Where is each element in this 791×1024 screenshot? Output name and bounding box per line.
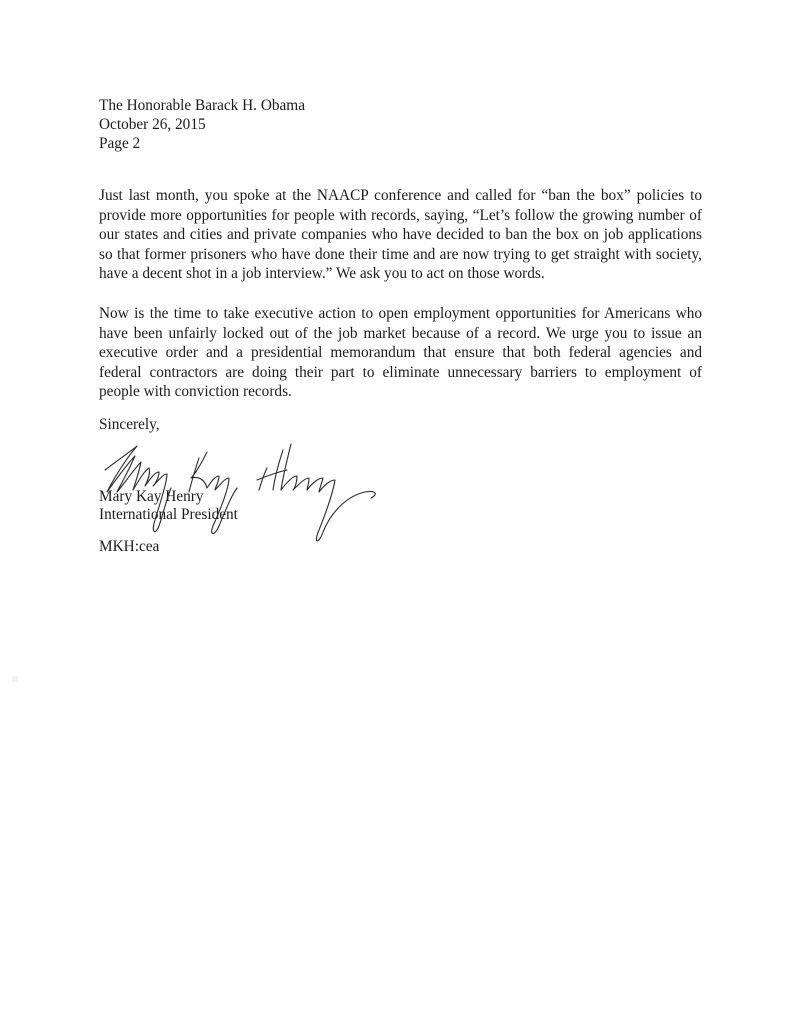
signer-name: Mary Kay Henry: [99, 488, 204, 505]
paragraph-line: provide more opportunities for people with records, saying, “Let’s follow the growing number of: [99, 206, 702, 224]
paragraph-line: so that former prisoners who have done their time and are now trying to get straight with society,: [99, 245, 702, 263]
paragraph-line: have a decent shot in a job interview.” We ask you to act on those words.: [99, 265, 545, 283]
recipient-line: The Honorable Barack H. Obama: [99, 97, 306, 114]
paragraph-executive-action: [99, 304, 702, 402]
paragraph-line: Just last month, you spoke at the NAACP conference and called for “ban the box” policies to: [99, 187, 702, 204]
closing-salutation: Sincerely,: [99, 416, 160, 433]
paragraph-line: executive order and a presidential memorandum that ensure that both federal agencies and: [99, 344, 702, 362]
paragraph-line: our states and cities and private companies who have decided to ban the box on job applications: [99, 226, 702, 244]
letter-header: [99, 96, 305, 153]
paragraph-line: people with conviction records.: [99, 383, 292, 401]
signature-stroke-henry: [257, 444, 375, 541]
paragraph-line: federal contractors are doing their part to eliminate unnecessary barriers to employment of: [99, 363, 702, 381]
paragraph-line: Now is the time to take executive action to open employment opportunities for Americans who: [99, 305, 702, 322]
scan-artifact: [12, 676, 18, 682]
paragraph-ban-the-box: [99, 186, 702, 284]
page-number: Page 2: [99, 135, 141, 152]
paragraph-line: have been unfairly locked out of the job market because of a record. We urge you to issue an: [99, 324, 702, 342]
date-line: October 26, 2015: [99, 116, 206, 133]
signer-title: International President: [99, 506, 238, 523]
signature-block: [99, 488, 238, 524]
reference-initials: MKH:cea: [99, 538, 160, 555]
